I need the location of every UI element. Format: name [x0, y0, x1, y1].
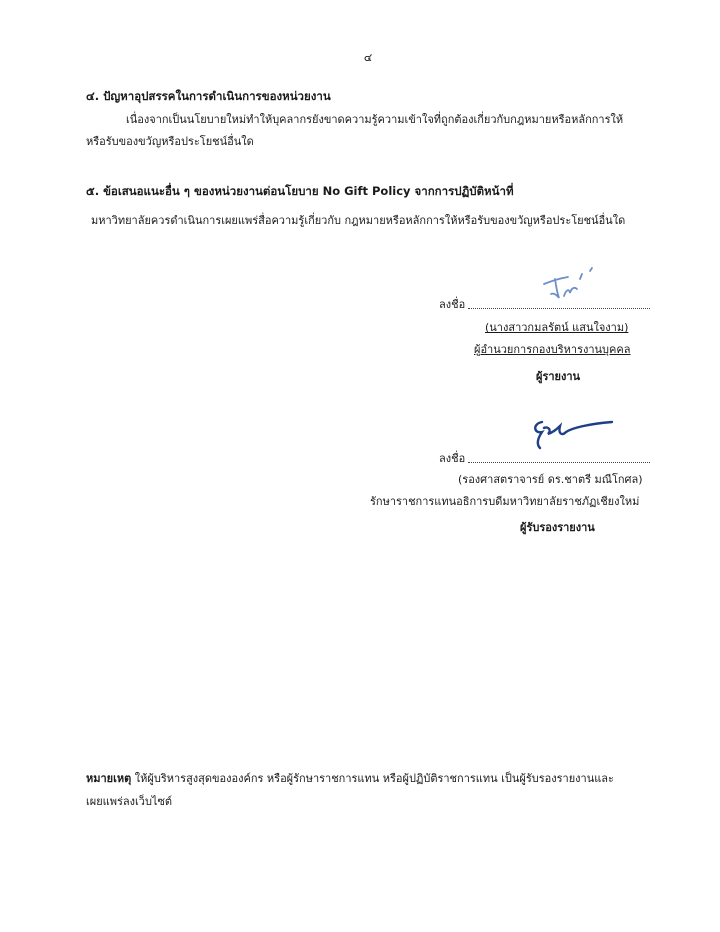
signature1-name: (นางสาวกมลรัตน์ แสนใจงาม): [485, 321, 629, 334]
section5-line1: มหาวิทยาลัยควรดำเนินการเผยแพร่สื่อความรู้เกี่ยวกับ กฎหมายหรือหลักการให้หรือรับของขวัญหรือประโยชน์อื่นใด: [91, 214, 626, 227]
note-text-1: ให้ผู้บริหารสูงสุดขององค์กร หรือผู้รักษาราชการแทน หรือผู้ปฏิบัติราชการแทน เป็นผู้รับรองรายงานและ: [131, 772, 614, 785]
signature2-image: [528, 412, 618, 454]
note-label: หมายเหตุ: [86, 772, 132, 785]
signature1-line: [468, 308, 650, 309]
signature2-name: (รองศาสตราจารย์ ดร.ชาตรี มณีโกศล): [458, 473, 643, 486]
page-number: ๔: [363, 51, 373, 64]
signature2-line: [468, 462, 650, 463]
section5-heading: ๕. ข้อเสนอแนะอื่น ๆ ของหน่วยงานต่อนโยบาย No Gift Policy จากการปฏิบัติหน้าที่: [86, 184, 514, 198]
section4-heading: ๔. ปัญหาอุปสรรคในการดำเนินการของหน่วยงาน: [86, 89, 331, 103]
signature2-position: รักษาราชการแทนอธิการบดีมหาวิทยาลัยราชภัฏเชียงใหม่: [370, 495, 640, 508]
signature1-label: ลงชื่อ: [439, 298, 466, 311]
section4-line1: เนื่องจากเป็นนโยบายใหม่ทำให้บุคลากรยังขาดความรู้ความเข้าใจที่ถูกต้องเกี่ยวกับกฎหมายหรือหลักการให้: [126, 113, 624, 126]
section4-line2: หรือรับของขวัญหรือประโยชน์อื่นใด: [86, 135, 254, 148]
signature1-role: ผู้รายงาน: [536, 370, 581, 383]
signature1-image: [538, 262, 608, 306]
signature2-role: ผู้รับรองรายงาน: [520, 521, 595, 534]
note-line2: เผยแพร่ลงเว็บไซต์: [86, 795, 173, 808]
signature2-label: ลงชื่อ: [439, 452, 466, 465]
note-line1: [86, 769, 614, 787]
signature1-position: ผู้อำนวยการกองบริหารงานบุคคล: [474, 343, 631, 356]
